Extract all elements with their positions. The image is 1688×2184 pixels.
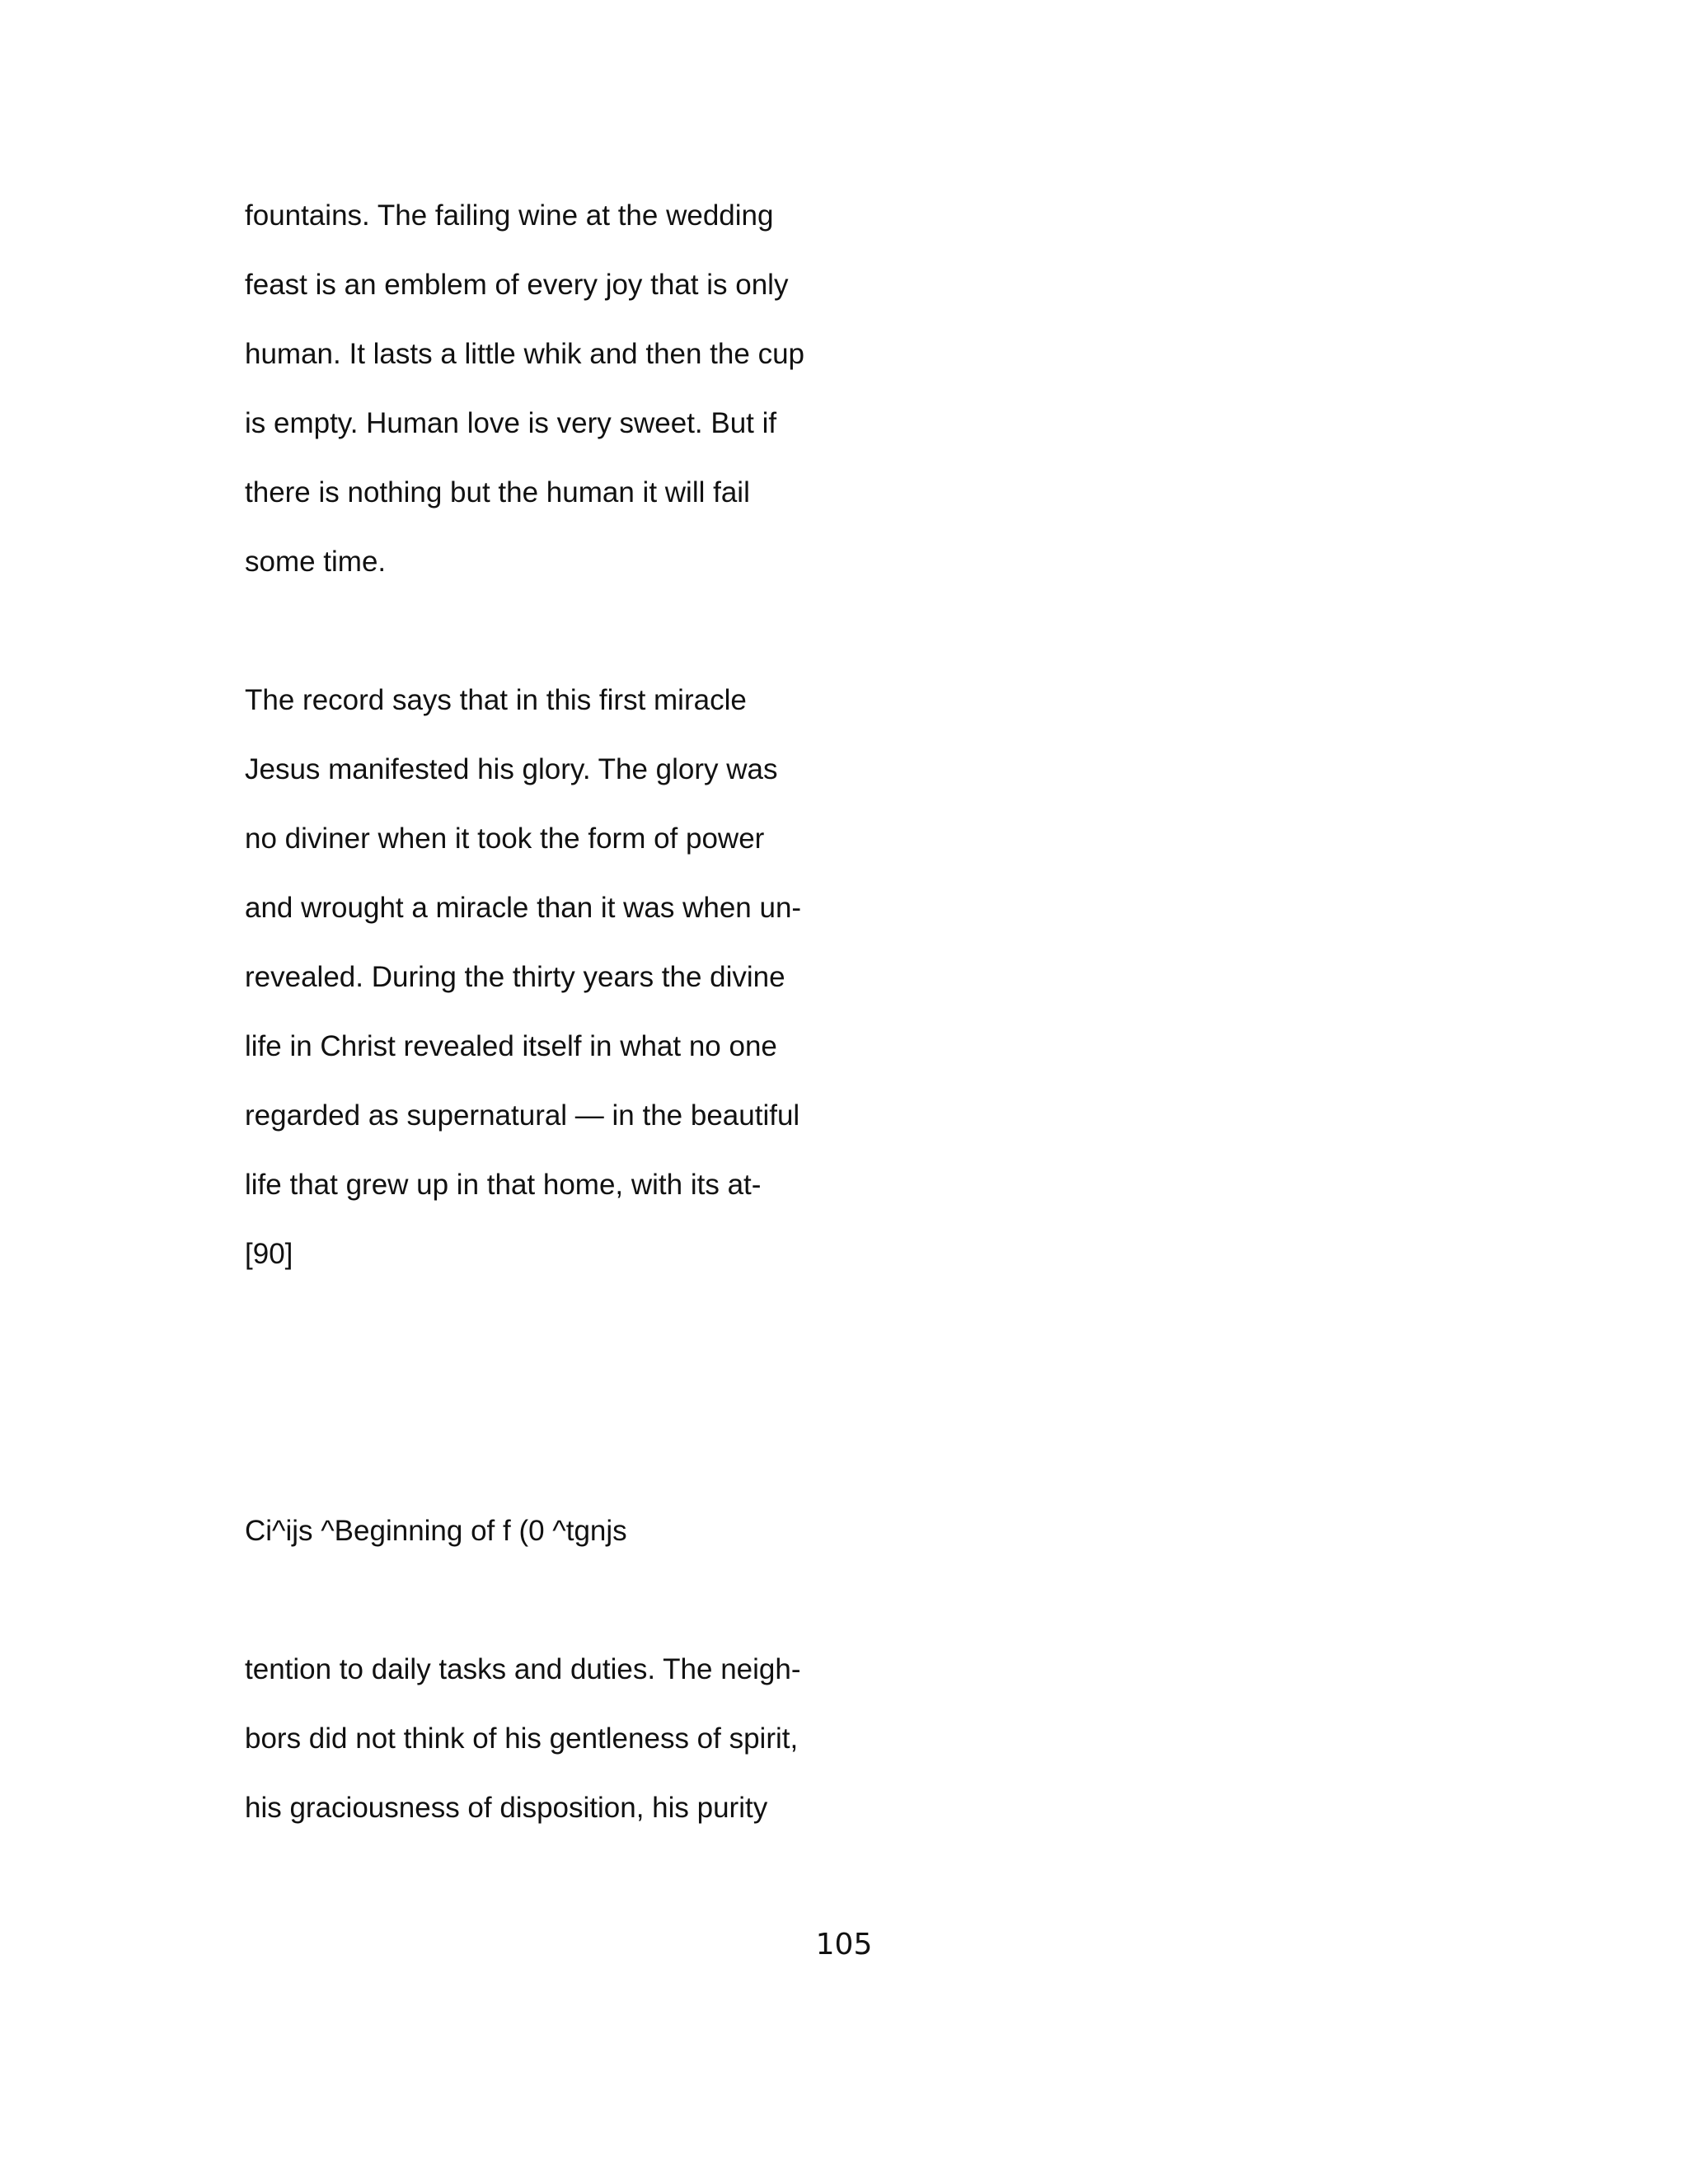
text-line: bors did not think of his gentleness of spirit, [245,1722,799,1755]
text-line: feast is an emblem of every joy that is only [245,269,789,301]
text-line: and wrought a miracle than it was when un- [245,892,802,924]
text-line: there is nothing but the human it will fail [245,476,750,509]
text-line: revealed. During the thirty years the divine [245,961,785,993]
source-page-marker: [90] [245,1238,293,1270]
text-line: life in Christ revealed itself in what no one [245,1030,777,1062]
text-line: no diviner when it took the form of power [245,823,765,855]
text-line: Jesus manifested his glory. The glory was [245,753,778,785]
text-line: tention to daily tasks and duties. The neigh- [245,1653,801,1685]
page-number: 105 [815,1928,873,1961]
text-line: is empty. Human love is very sweet. But if [245,407,777,439]
text-line: some time. [245,546,387,578]
text-line: human. It lasts a little whik and then the cup [245,338,804,370]
text-line: his graciousness of disposition, his purity [245,1792,768,1824]
text-line: life that grew up in that home, with its at- [245,1169,762,1201]
text-line: fountains. The failing wine at the wedding [245,199,774,232]
text-line: The record says that in this first miracle [245,684,747,716]
running-header: Ci^ijs ^Beginning of f (0 ^tgnjs [245,1515,627,1547]
text-line: regarded as supernatural — in the beautiful [245,1099,800,1132]
